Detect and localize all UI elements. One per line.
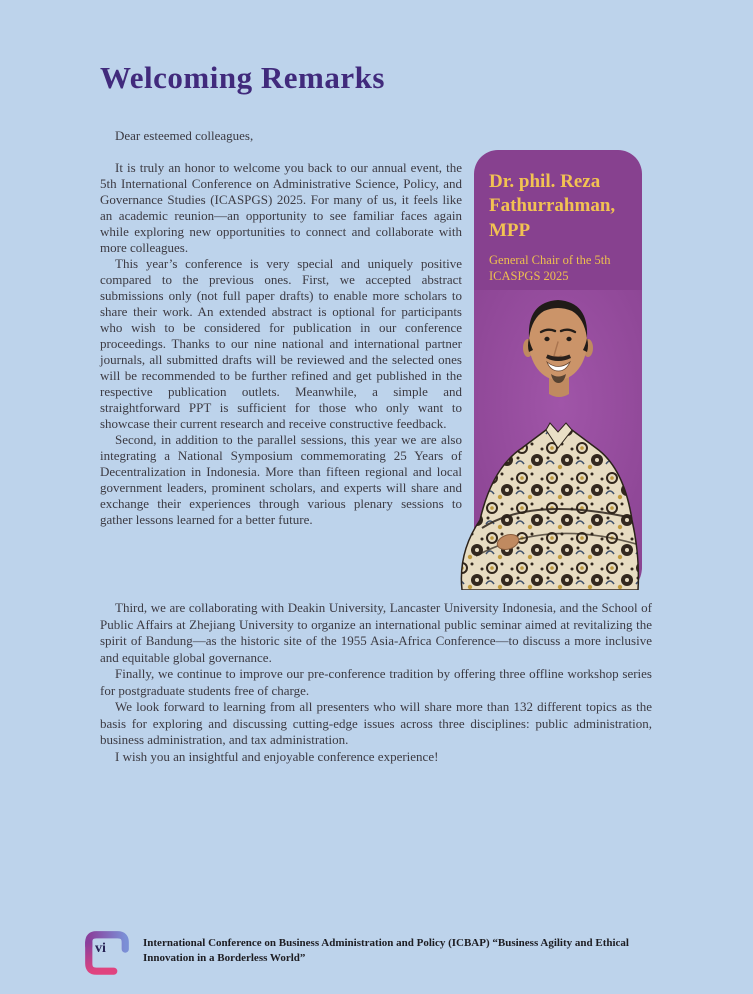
greeting-text: Dear esteemed colleagues, [115,128,254,143]
letter-paragraph: This year’s conference is very special and uniquely positive compared to the previous ones. First, we accepted abstract submissions only (not full paper drafts) to enable more scholars to share their work. An extended abstract is optional for participants who wish to be considered for publication in our conference proceedings. Thanks to our nine national and international partner journals, all submitted drafts will be reviewed and the selected ones will be recommended to be further refined and get published in the respective publication outlets. Meanwhile, a simple and straightforward PPT is sufficient for those who only want to showcase their current research and receive constructive feedback. [100,256,462,431]
letter-paragraph: It is truly an honor to welcome you back to our annual event, the 5th International Conference on Administrative Science, Policy, and Governance Studies (ICASPGS) 2025. For many of us, it feels like an academic reunion—an opportunity to see familiar faces again while exploring new opportunities to connect and collaborate with more colleagues. [100,160,462,255]
letter-and-card-row [100,150,652,590]
page-title: Welcoming Remarks [100,60,385,95]
footer-conference-text: International Conference on Business Administration and Policy (ICBAP) “Business Agility and Ethical Innovation in a Borderless World” [143,937,629,964]
frame-bracket-icon [83,926,131,978]
letter-paragraph: Second, in addition to the parallel sessions, this year we are also integrating a National Symposium commemorating 25 Years of Decentralization in Indonesia. More than fifteen regional and local government leaders, prominent scholars, and experts will share and exchange their experiences through various plenary sessions to gather lessons learned for a better future. [100,432,462,527]
page-number-badge [83,926,131,978]
letter-body-column [100,150,462,528]
letter-body-full-width [100,600,652,765]
speaker-photo [454,290,642,590]
page-number: vi [95,941,106,956]
letter-paragraph: Third, we are collaborating with Deakin University, Lancaster University Indonesia, and the School of Public Affairs at Zhejiang University to organize an international public seminar aimed at revitalizing the spirit of Bandung—as the historic site of the 1955 Asia-Africa Conference—to discuss a more inclusive and equitable global governance. [100,600,652,665]
speaker-role: General Chair of the 5th ICASPGS 2025 [489,252,611,284]
letter-paragraph: We look forward to learning from all presenters who will share more than 132 different topics as the basis for exploring and discussing cutting-edge issues across three disciplines: public administration, business administration, and tax administration. [100,699,652,747]
letter-paragraph: Finally, we continue to improve our pre-conference tradition by offering three offline workshop series for postgraduate students free of charge. [100,666,652,698]
portrait-photo-illustration [454,290,642,590]
page-footer [83,926,665,978]
speaker-card [474,150,642,590]
speaker-name: Dr. phil. Reza Fathurrahman, MPP [489,171,616,241]
letter-paragraph: I wish you an insightful and enjoyable conference experience! [115,748,439,764]
